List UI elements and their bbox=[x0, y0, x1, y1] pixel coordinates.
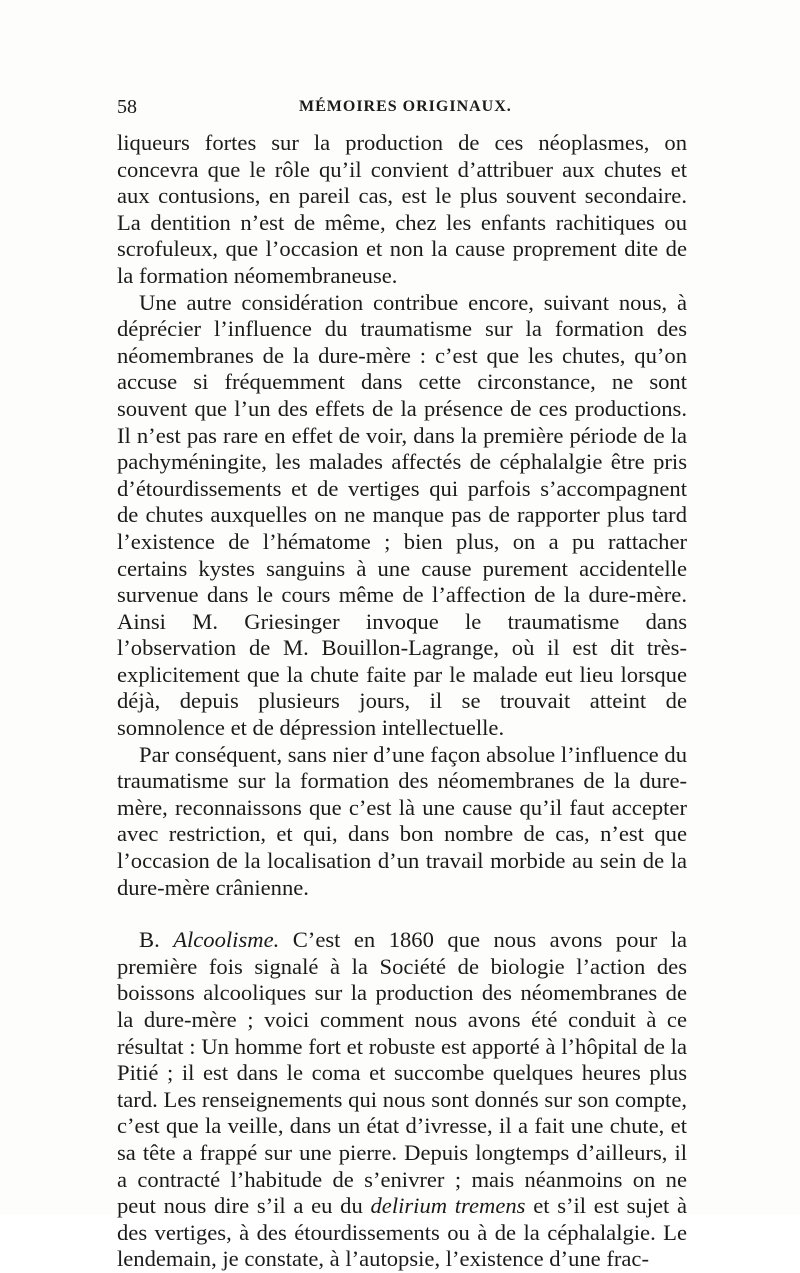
alcoolisme-text-part1: C’est en 1860 que nous avons pour la première fois signalé à la Société de biologie l’action des boissons alcooliques sur la production des néomembranes de la dure-mère ; voici comment nous avons été conduit à ce résultat : Un homme fort et robuste est apporté à l’hôpital de la Pitié ; il est dans le coma et succombe quelques heures plus tard. Les renseignements qui nous sont donnés sur son compte, c’est que la veille, dans un état d’ivresse, il a fait une chute, et sa tête a frappé sur une pierre. Depuis longtemps d’ailleurs, il a contracté l’habitude de s’enivrer ; mais néanmoins on ne peut nous dire s’il a eu du bbox=[117, 927, 687, 1219]
running-head bbox=[117, 96, 687, 126]
section-title: Alcoolisme. bbox=[173, 927, 280, 953]
body-text bbox=[117, 130, 687, 1273]
paragraph-alcoolisme bbox=[117, 927, 687, 1273]
paragraph-continued: liqueurs fortes sur la production de ces néoplasmes, on concevra que le rôle qu’il convient d’attribuer aux chutes et aux contusions, en pareil cas, est le plus souvent secondaire. La dentition n’est de même, chez les enfants rachitiques ou scrofuleux, que l’occasion et non la cause proprement dite de la formation néomembraneuse. bbox=[117, 130, 687, 288]
paragraph-conclusion: Par conséquent, sans nier d’une façon absolue l’influence du traumatisme sur la formation des néomembranes de la dure-mère, reconnaissons que c’est là une cause qu’il faut accepter avec restriction, et qui, dans bon nombre de cas, n’est que l’occasion de la localisation d’un travail morbide au sein de la dure-mère crânienne. bbox=[117, 741, 687, 900]
running-title: MÉMOIRES ORIGINAUX. bbox=[299, 98, 512, 115]
section-label: B. bbox=[139, 927, 160, 953]
page-number: 58 bbox=[117, 96, 137, 118]
alcoolisme-text-part2: et s’il est sujet à des vertiges, à des étourdissements ou à de la céphalalgie. Le lendemain, je constate, à l’autopsie, l’existence d’une frac- bbox=[117, 1193, 687, 1272]
paragraph-traumatisme: Une autre considération contribue encore, suivant nous, à déprécier l’influence du traumatisme sur la formation des néomembranes de la dure-mère : c’est que les chutes, qu’on accuse si fréquemment dans cette circonstance, ne sont souvent que l’un des effets de la présence de ces productions. Il n’est pas rare en effet de voir, dans la première période de la pachyméningite, les malades affectés de céphalalgie être pris d’étourdissements et de vertiges qui parfois s’accompagnent de chutes auxquelles on ne manque pas de rapporter plus tard l’existence de l’hématome ; bien plus, on a pu rattacher certains kystes sanguins à une cause purement accidentelle survenue dans le cours même de l’affection de la dure-mère. Ainsi M. Griesinger invoque le traumatisme dans l’observation de M. Bouillon-Lagrange, où il est dit très-explicitement que la chute faite par le malade eut lieu lorsque déjà, depuis plusieurs jours, il se trouvait atteint de somnolence et de dépression intellectuelle. bbox=[117, 289, 687, 741]
latin-term: delirium tremens bbox=[370, 1193, 526, 1219]
